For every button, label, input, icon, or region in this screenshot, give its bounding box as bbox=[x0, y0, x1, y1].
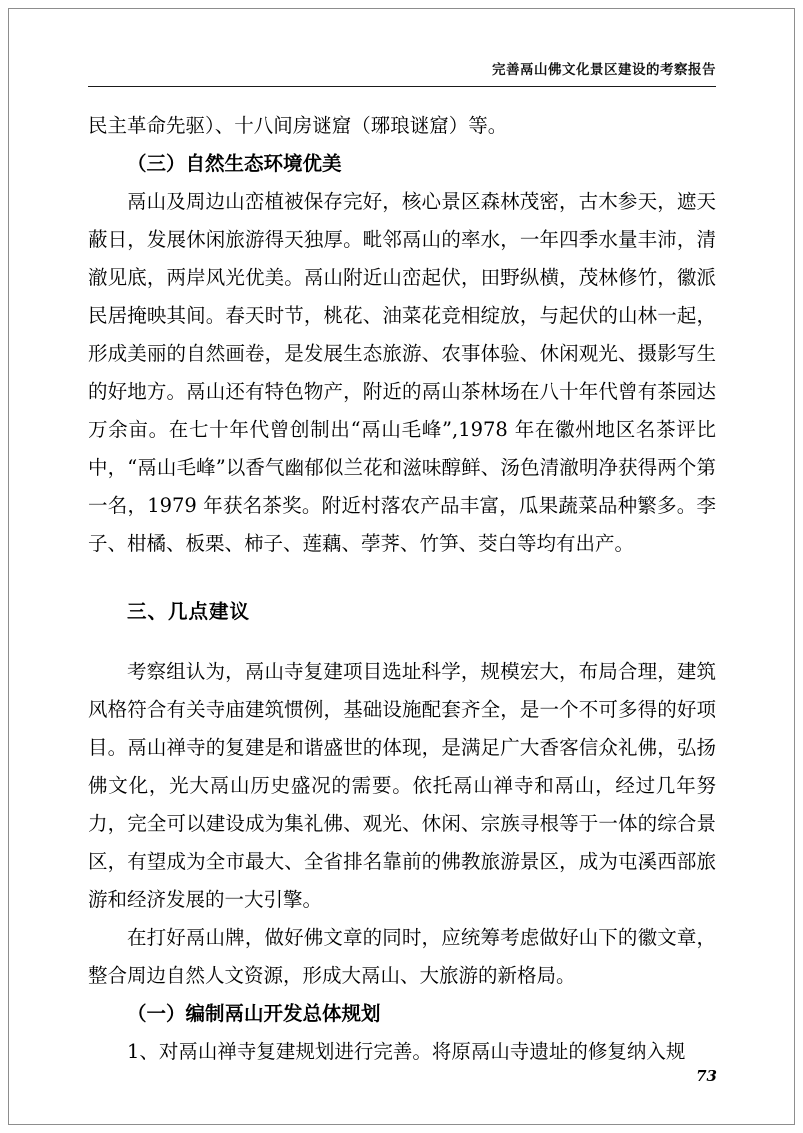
paragraph-4: 在打好鬲山牌，做好佛文章的同时，应统筹考虑做好山下的徽文章，整合周边自然人文资源，形成大鬲山、大旅游的新格局。 bbox=[88, 926, 716, 987]
page-content bbox=[88, 58, 716, 1071]
heading-sub-one: （一）编制鬲山开发总体规划 bbox=[127, 1002, 381, 1025]
paragraph-1: 民主革命先驱）、十八间房谜窟（琊琅谜窟）等。 bbox=[88, 114, 508, 137]
heading-three-subsection: （三）自然生态环境优美 bbox=[127, 152, 342, 175]
header-divider bbox=[88, 86, 716, 87]
paragraph-2: 鬲山及周边山峦植被保存完好，核心景区森林茂密，古木参天，遮天蔽日，发展休闲旅游得天独厚。毗邻鬲山的率水，一年四季水量丰沛，清澈见底，两岸风光优美。鬲山附近山峦起伏，田野纵横，茂林修竹，徽派民居掩映其间。春天时节，桃花、油菜花竞相绽放，与起伏的山林一起，形成美丽的自然画卷，是发展生态旅游、农事体验、休闲观光、摄影写生的好地方。鬲山还有特色物产，附近的鬲山茶林场在八十年代曾有茶园达万余亩。在七十年代曾创制出“鬲山毛峰”,1978 年在徽州地区名茶评比中，“鬲山毛峰”以香气幽郁似兰花和滋味醇鲜、汤色清澈明净获得两个第一名，1979 年获名茶奖。附近村落农产品丰富，瓜果蔬菜品种繁多。李子、柑橘、板栗、柿子、莲藕、荸荠、竹笋、茭白等均有出产。 bbox=[88, 190, 716, 555]
paragraph-3: 考察组认为，鬲山寺复建项目选址科学，规模宏大，布局合理，建筑风格符合有关寺庙建筑惯例，基础设施配套齐全，是一个不可多得的好项目。鬲山禅寺的复建是和谐盛世的体现，是满足广大香客信众礼佛，弘扬佛文化，光大鬲山历史盛况的需要。依托鬲山禅寺和鬲山，经过几年努力，完全可以建设成为集礼佛、观光、休闲、宗族寻根等于一体的综合景区，有望成为全市最大、全省排名靠前的佛教旅游景区，成为屯溪西部旅游和经济发展的一大引擎。 bbox=[88, 660, 716, 911]
running-header: 完善鬲山佛文化景区建设的考察报告 bbox=[492, 62, 716, 78]
page-number: 73 bbox=[696, 1067, 717, 1085]
paragraph-5: 1、对鬲山禅寺复建规划进行完善。将原鬲山寺遗址的修复纳入规 bbox=[127, 1040, 686, 1063]
body-text-block bbox=[88, 107, 716, 1071]
heading-section-three: 三、几点建议 bbox=[127, 600, 251, 623]
